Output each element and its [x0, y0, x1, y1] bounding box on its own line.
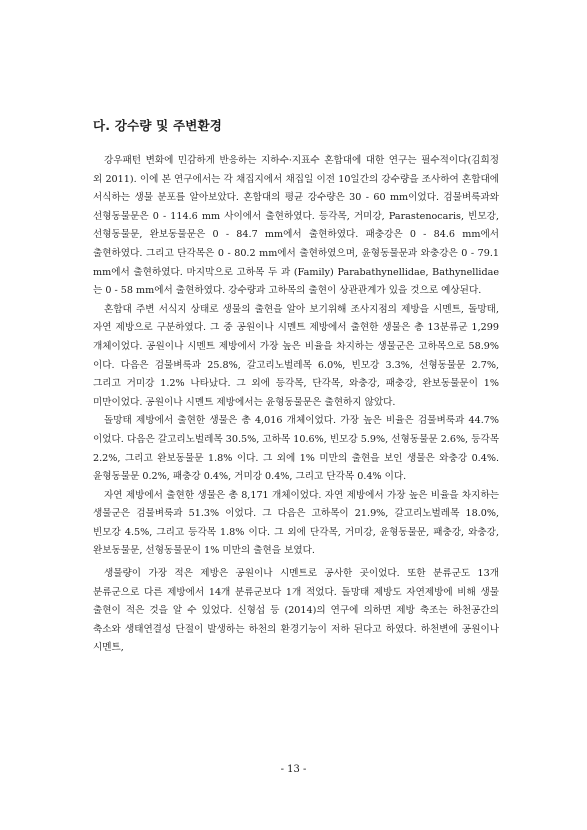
paragraph-conclusion: 생물량이 가장 적은 제방은 공원이나 시멘트로 공사한 곳이었다. 또한 분류군도 13개 분류군으로 다른 제방에서 14개 분류군보다 1개 적었다. 돌망태 제방도 자연제방에 비해 생물 출현이 적은 것을 알 수 있었다. 신형섭 등 (2014)의 연구에 의하면 제방 축조는 하천공간의 축소와 생태연결성 단절이 발생하는 하천의 환경기능이 저하 된다고 하였다. 하천변에 공원이나 시멘트, — [93, 568, 499, 654]
paragraph-rainfall: 강우패턴 변화에 민감하게 반응하는 지하수·지표수 혼합대에 대한 연구는 필수적이다(김희정 외 2011). 이에 본 연구에서는 각 채집지에서 채집일 이전 10일간의 강수량을 조사하여 혼합대에 서식하는 생물 분포를 알아보았다. 혼합대의 평균 강수량은 30 - 60 mm이었다. 검물벼룩과와 선형동물문은 0 - 114.6 mm 사이에서 출현하였다. 등각목, 거미강, Parastenocaris, 빈모강, 선형동물문, 완보동물문은 0 - 84.7 mm에서 출현하였다. 패충강은 0 - 84.6 mm에서 출현하였다. 그리고 단각목은 0 - 80.2 mm에서 출현하였으며, 윤형동물문과 와충강은 0 - 79.1 mm에서 출현하였다. 마지막으로 고하목 두 과 (Family) Parabathynellidae, Bathynellidae 는 0 - 58 mm에서 출현하였다. 강수량과 고하목의 출현이 상관관계가 있을 것으로 예상된다. — [93, 155, 499, 297]
paragraph-cement-bank: 혼합대 주변 서식지 상태로 생물의 출현을 알아 보기위해 조사지점의 제방을 시멘트, 돌망태, 자연 제방으로 구분하였다. 그 중 공원이나 시멘트 제방에서 출현한 생물은 총 13분류군 1,299 개체이었다. 공원이나 시멘트 제방에서 가장 높은 비율을 차지하는 생물군은 고하목으로 58.9%이다. 다음은 검물벼룩과 25.8%, 갈고리노벌레목 6.0%, 빈모강 3.3%, 선형동물문 2.7%, 그리고 거미강 1.2% 나타났다. 그 외에 등각목, 단각목, 와충강, 패충강, 완보동물문이 1%미만이었다. 공원이나 시멘트 제방에서는 윤형동물문은 출현하지 않았다. — [93, 303, 499, 408]
paragraph-natural-bank: 자연 제방에서 출현한 생물은 총 8,171 개체이었다. 자연 제방에서 가장 높은 비율을 차지하는 생물군은 검물벼룩과 51.3% 이었다. 그 다음은 고하목이 21.9%, 갈고리노벌레목 18.0%, 빈모강 4.5%, 그리고 등각목 1.8% 이다. 그 외에 단각목, 거미강, 윤형동물문, 패충강, 와충강, 완보동물문, 선형동물문이 1% 미만의 출현을 보였다. — [93, 489, 499, 557]
paragraph-gabion-bank: 돌망태 제방에서 출현한 생물은 총 4,016 개체이었다. 가장 높은 비율은 검물벼룩과 44.7% 이었다. 다음은 갈고리노벌레목 30.5%, 고하목 10.6%, 빈모강 5.9%, 선형동물문 2.6%, 등각목 2.2%, 그리고 완보동물문 1.8% 이다. 그 외에 1% 미만의 출현을 보인 생물은 와충강 0.4%. 윤형동물문 0.2%, 패충강 0.4%, 거미강 0.4%, 그리고 단각목 0.4% 이다. — [93, 415, 499, 483]
section-heading: 다. 강수량 및 주변환경 — [93, 118, 223, 133]
page-number: - 13 - — [280, 764, 307, 775]
body-text — [93, 152, 499, 658]
